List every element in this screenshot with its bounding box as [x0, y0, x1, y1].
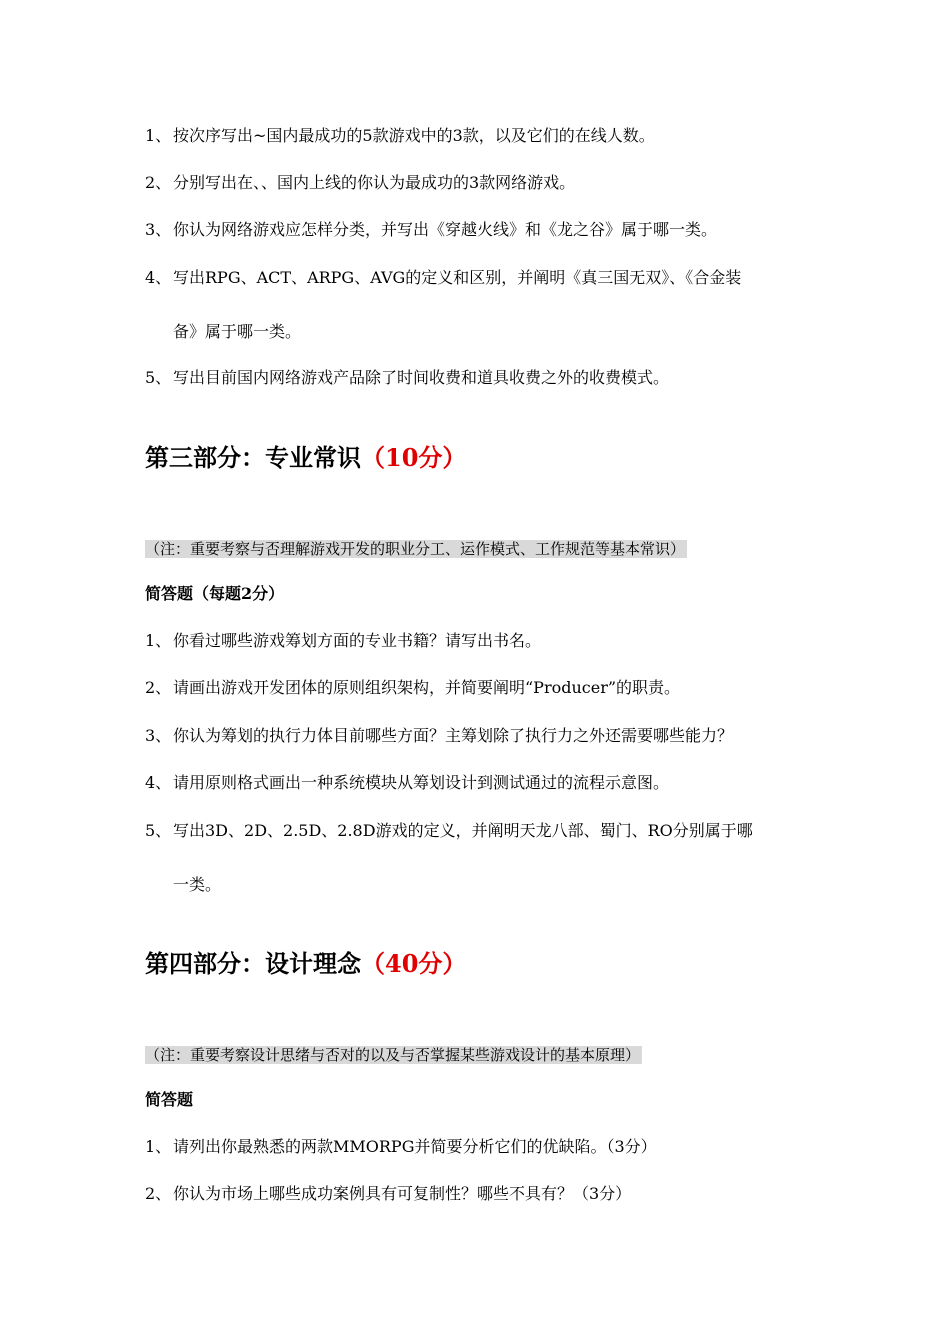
question-number: 3、: [145, 726, 172, 745]
section-heading: [145, 949, 466, 979]
question-text: 按次序写出~国内最成功的5款游戏中的3款，以及它们的在线人数。: [173, 126, 655, 145]
question-number: 1、: [145, 631, 172, 650]
question-text: 你认为网络游戏应怎样分类，并写出《穿越火线》和《龙之谷》属于哪一类。: [173, 220, 718, 239]
question-text: 分别写出在、、国内上线的你认为最成功的3款网络游戏。: [173, 173, 576, 192]
question-item: [145, 173, 575, 193]
question-number: 4、: [145, 268, 172, 287]
question-text: 你看过哪些游戏筹划方面的专业书籍？请写出书名。: [173, 631, 542, 650]
question-text: 你认为市场上哪些成功案例具有可复制性？哪些不具有？（3分）: [173, 1184, 632, 1203]
section-title: 第四部分：设计理念: [145, 949, 361, 978]
question-text: 写出目前国内网络游戏产品除了时间收费和道具收费之外的收费模式。: [173, 368, 670, 387]
question-number: 2、: [145, 1184, 172, 1203]
question-item: [145, 678, 680, 698]
question-number: 3、: [145, 220, 172, 239]
question-text: 请用原则格式画出一种系统模块从筹划设计到测试通过的流程示意图。: [173, 773, 670, 792]
section-subheading: 简答题: [145, 1090, 194, 1109]
question-text: 你认为筹划的执行力体目前哪些方面？主筹划除了执行力之外还需要哪些能力？: [173, 726, 734, 745]
question-text-continuation: 一类。: [173, 875, 222, 894]
question-item: [145, 773, 669, 793]
question-text: 写出3D、2D、2.5D、2.8D游戏的定义，并阐明天龙八部、蜀门、RO分别属于哪: [173, 821, 753, 840]
question-number: 5、: [145, 821, 172, 840]
question-item: [145, 368, 669, 388]
question-text-continuation: 备》属于哪一类。: [173, 322, 302, 341]
section-score: （10分）: [361, 443, 467, 472]
question-item: [145, 126, 655, 146]
question-number: 5、: [145, 368, 172, 387]
section-note: （注：重要考察设计思绪与否对的以及与否掌握某些游戏设计的基本原理）: [145, 1046, 641, 1064]
question-item: [145, 268, 741, 288]
question-item: [145, 1137, 657, 1157]
question-item: [145, 726, 733, 746]
section-score: （40分）: [361, 949, 467, 978]
question-number: 2、: [145, 678, 172, 697]
section-note: （注：重要考察与否理解游戏开发的职业分工、运作模式、工作规范等基本常识）: [145, 540, 686, 558]
question-text: 请列出你最熟悉的两款MMORPG并简要分析它们的优缺陷。（3分）: [173, 1137, 657, 1156]
question-number: 1、: [145, 126, 172, 145]
question-item: [145, 821, 753, 841]
question-item: [145, 631, 541, 651]
question-number: 1、: [145, 1137, 172, 1156]
question-item: [145, 220, 717, 240]
question-text: 写出RPG、ACT、ARPG、AVG的定义和区别，并阐明《真三国无双》、《合金装: [173, 268, 742, 287]
section-heading: [145, 443, 466, 473]
section-title: 第三部分：专业常识: [145, 443, 361, 472]
question-text: 请画出游戏开发团体的原则组织架构，并简要阐明“Producer”的职责。: [173, 678, 681, 697]
question-number: 4、: [145, 773, 172, 792]
question-number: 2、: [145, 173, 172, 192]
question-item: [145, 1184, 631, 1204]
section-subheading: 简答题（每题2分）: [145, 584, 285, 603]
